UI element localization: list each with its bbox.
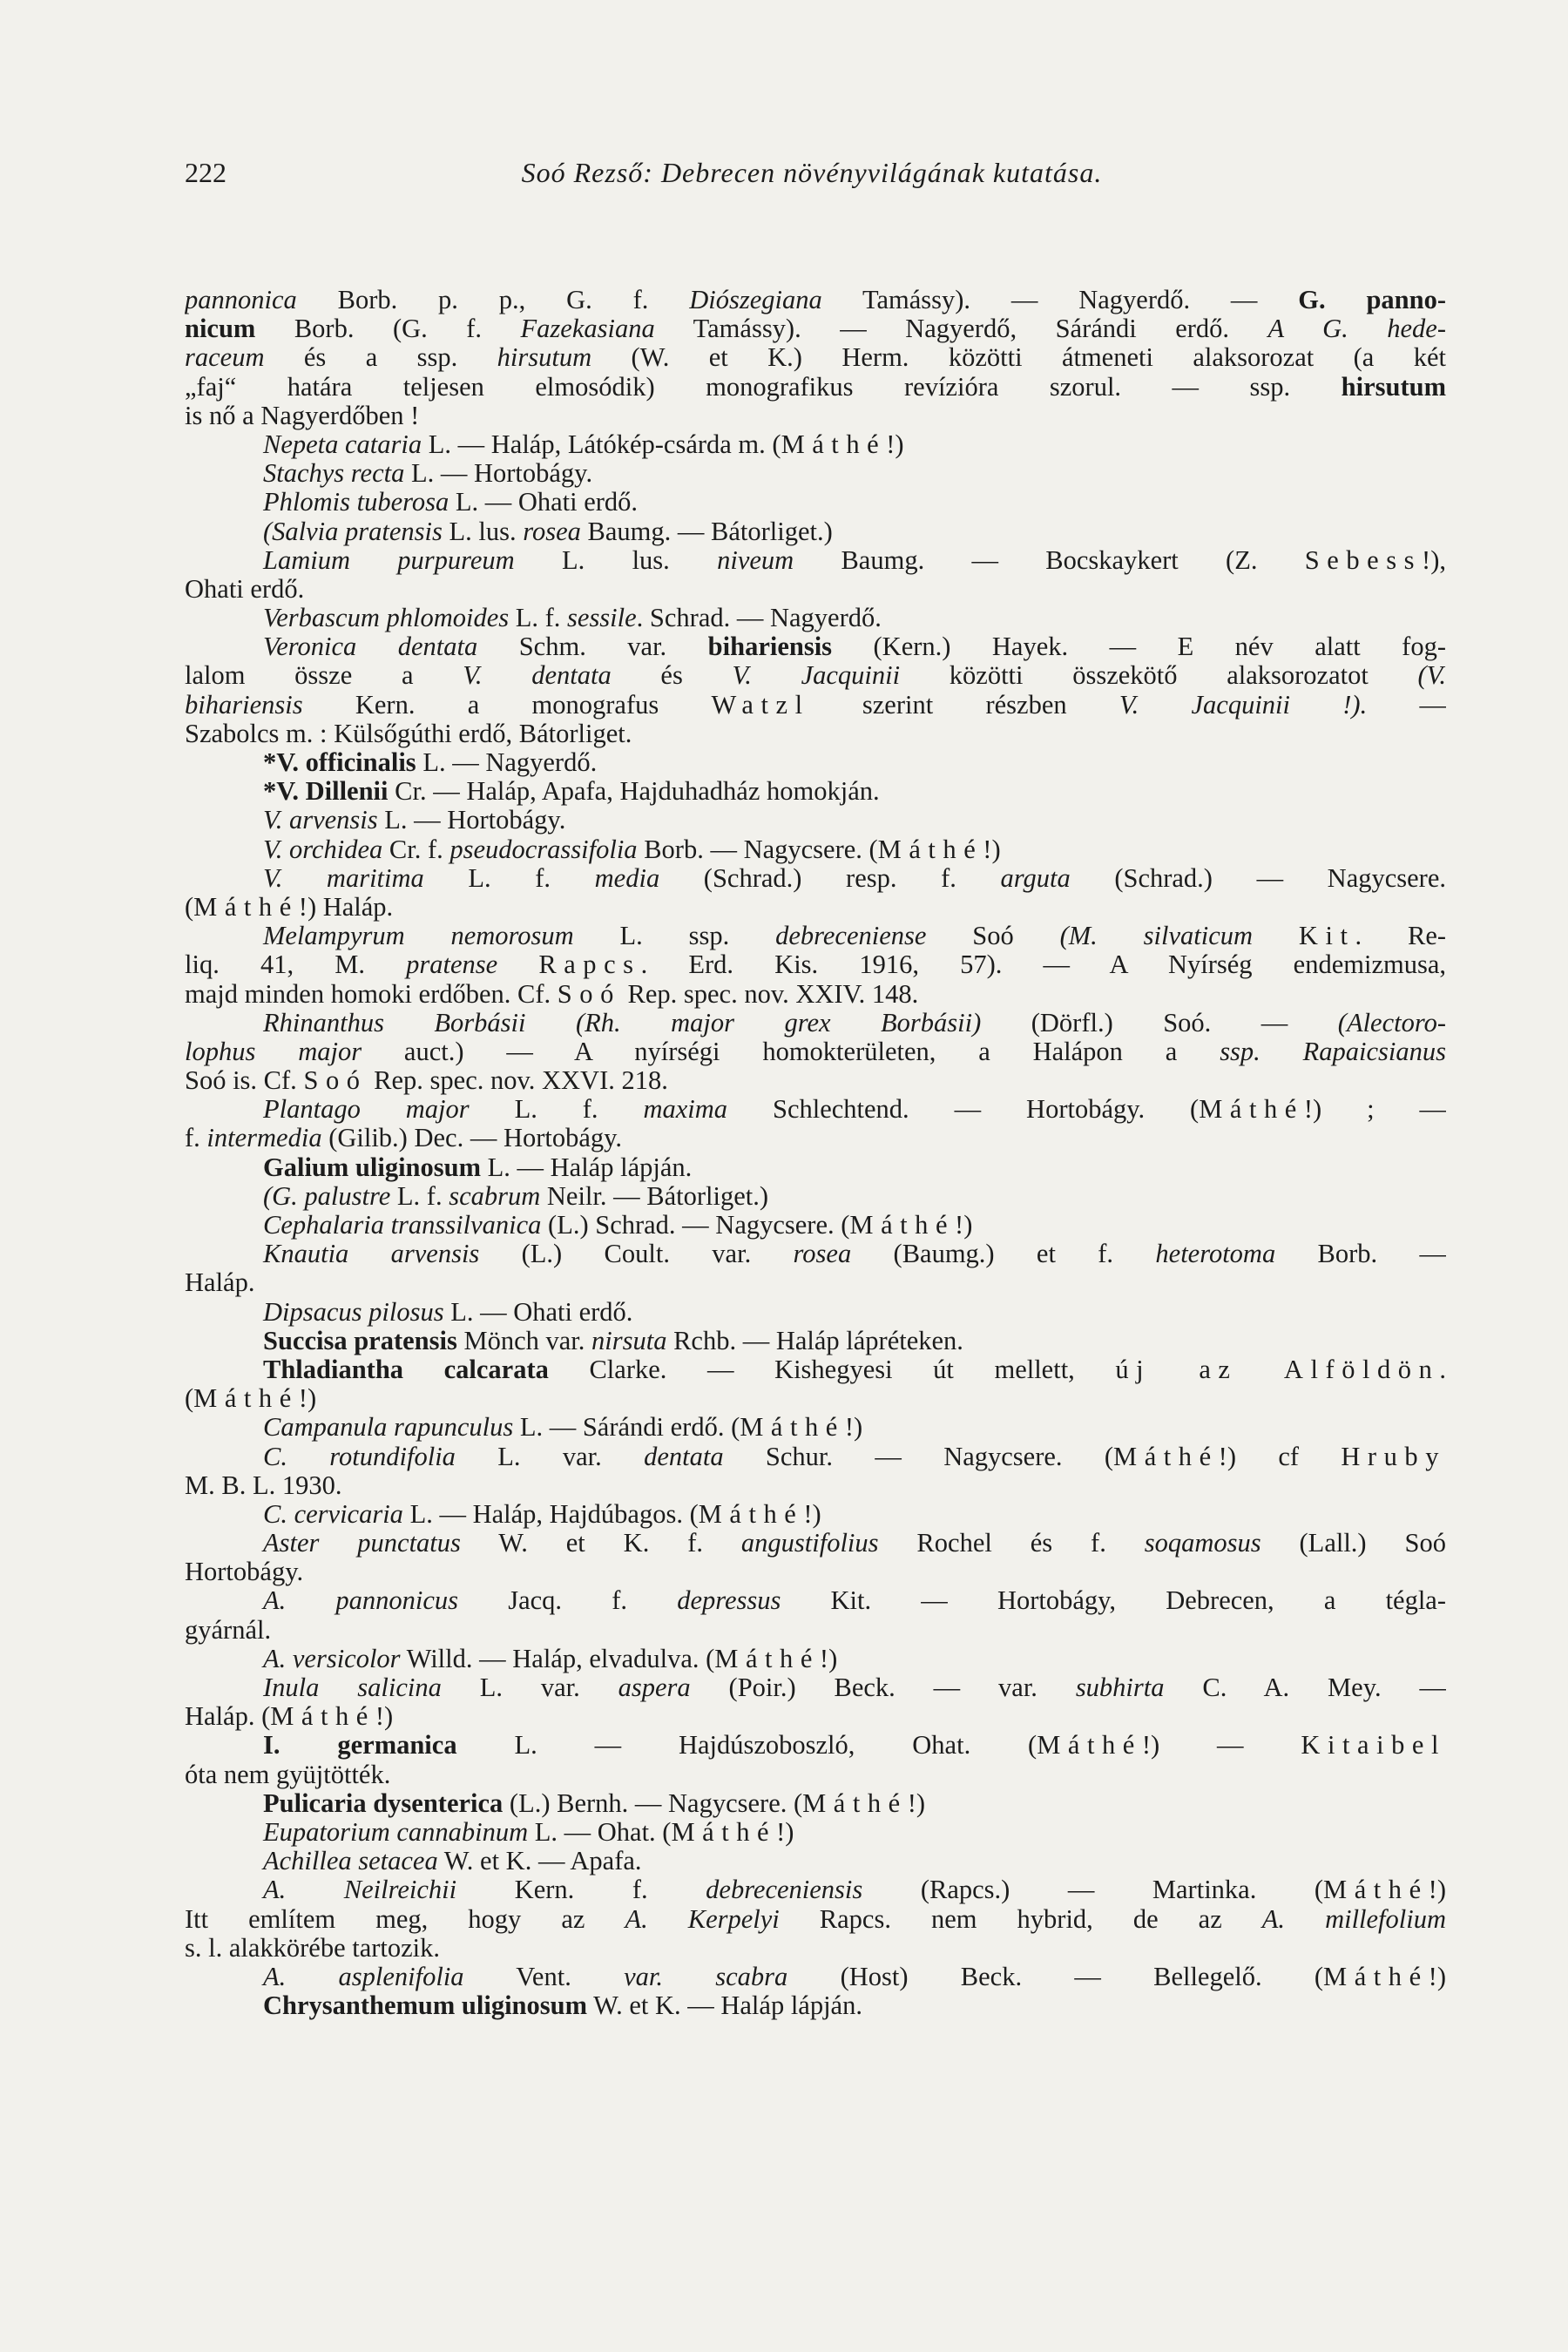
spaced-name-run: Máthé bbox=[1037, 1731, 1142, 1761]
text-line bbox=[185, 1645, 1446, 1673]
text-run: (Lall.) Soó bbox=[1260, 1529, 1446, 1558]
italic-run: V. Jacquinii !). bbox=[1119, 690, 1368, 720]
text-run: majd minden homoki erdőben. Cf. bbox=[185, 979, 558, 1009]
italic-run: rosea bbox=[793, 1240, 852, 1269]
text-line bbox=[185, 1240, 1446, 1268]
text-run: Haláp. ( bbox=[185, 1702, 271, 1732]
text-run: Tamássy). — Nagyerdő. — bbox=[821, 286, 1299, 314]
page-header bbox=[185, 157, 1439, 200]
spaced-name-run: Máthé bbox=[714, 1644, 820, 1673]
text-run: — bbox=[1367, 690, 1446, 720]
text-line bbox=[185, 1847, 1446, 1876]
italic-run: debreceniensis bbox=[706, 1876, 863, 1905]
text-run: Haláp. bbox=[185, 1268, 255, 1298]
text-run: !) bbox=[298, 1384, 317, 1414]
text-run: (Schrad.) resp. f. bbox=[659, 863, 1001, 893]
text-line bbox=[185, 1471, 1446, 1500]
text-run: W. et K. — Apafa. bbox=[437, 1847, 642, 1876]
text-line bbox=[185, 835, 1446, 864]
text-run: Itt említem meg, hogy az bbox=[185, 1904, 625, 1934]
text-run: L. — Ohat. ( bbox=[528, 1817, 672, 1847]
text-run: Kit. — Hortobágy, Debrecen, a tégla- bbox=[781, 1586, 1446, 1616]
text-run: !), bbox=[1422, 545, 1446, 575]
italic-run: Inula salicina bbox=[263, 1673, 442, 1702]
italic-run: Lamium purpureum bbox=[263, 545, 515, 575]
text-run bbox=[1253, 922, 1299, 950]
italic-run: V. arvensis bbox=[263, 806, 378, 835]
text-line bbox=[185, 1009, 1446, 1037]
bold-run: Thladiantha calcarata bbox=[263, 1355, 549, 1384]
spaced-name-run: Máthé bbox=[1323, 1962, 1429, 1991]
text-line bbox=[185, 1991, 1446, 2020]
italic-run: Stachys recta bbox=[263, 459, 405, 489]
text-line bbox=[185, 314, 1446, 343]
italic-run: Plantago major bbox=[263, 1095, 470, 1125]
text-line bbox=[185, 748, 1446, 777]
text-run: f. bbox=[185, 1124, 207, 1153]
italic-run: hirsutum bbox=[497, 343, 592, 373]
italic-run: aspera bbox=[618, 1673, 691, 1702]
text-run: Kern. f. bbox=[456, 1876, 706, 1905]
text-line bbox=[185, 922, 1446, 950]
italic-run: Campanula rapunculus bbox=[263, 1413, 514, 1443]
spaced-name-run: új az Alföldön bbox=[1115, 1355, 1440, 1384]
italic-run: Verbascum phlomoides bbox=[263, 604, 510, 633]
italic-run: arguta bbox=[1000, 863, 1071, 893]
page-number: 222 bbox=[185, 157, 226, 188]
text-run: L. ssp. bbox=[573, 922, 776, 951]
italic-run: Veronica dentata bbox=[263, 632, 478, 662]
italic-run: Diószegiana bbox=[689, 286, 822, 314]
text-run: !) bbox=[819, 1644, 838, 1673]
text-run: (L.) Schrad. — Nagycsere. ( bbox=[541, 1211, 850, 1240]
text-run: (Gilib.) Dec. — Hortobágy. bbox=[321, 1124, 623, 1153]
text-line bbox=[185, 1731, 1446, 1760]
italic-run: (M. silvaticum bbox=[1059, 922, 1254, 951]
spaced-name-run: Máthé bbox=[781, 429, 887, 459]
text-run: Ohati erdő. bbox=[185, 574, 305, 604]
italic-run: Phlomis tuberosa bbox=[263, 488, 449, 517]
bold-run: nicum bbox=[185, 314, 256, 344]
text-run: Kern. a monografus bbox=[302, 690, 712, 720]
italic-run: V. dentata bbox=[463, 661, 612, 691]
italic-run: A. versicolor bbox=[263, 1644, 401, 1673]
bold-run: bihariensis bbox=[707, 632, 833, 662]
text-run: L. — Haláp, Hajdúbagos. ( bbox=[402, 1499, 699, 1529]
text-run: Rep. spec. nov. XXVI. 218. bbox=[367, 1066, 668, 1096]
text-run: !) bbox=[375, 1702, 394, 1732]
text-line bbox=[185, 1586, 1446, 1615]
text-run: (Dörfl.) Soó. — bbox=[981, 1008, 1338, 1037]
text-run: L. var. bbox=[455, 1442, 645, 1471]
italic-run: intermedia bbox=[206, 1124, 322, 1153]
text-run: L. — Ohati erdő. bbox=[443, 1297, 633, 1327]
text-run: . bbox=[1439, 1355, 1446, 1384]
text-run: M. B. L. 1930. bbox=[185, 1470, 342, 1500]
text-run: !) cf bbox=[1218, 1442, 1342, 1471]
spaced-name-run: Máthé bbox=[193, 892, 299, 922]
text-line bbox=[185, 286, 1446, 314]
italic-run: angustifolius bbox=[740, 1529, 879, 1558]
italic-run: subhirta bbox=[1075, 1673, 1165, 1702]
text-run: (Poir.) Beck. — var. bbox=[690, 1673, 1076, 1702]
text-run: auct.) — A nyírségi homokterületen, a Halápon a bbox=[362, 1037, 1220, 1066]
text-line bbox=[185, 806, 1446, 835]
spaced-name-run: Soó bbox=[557, 979, 621, 1009]
text-run: Borb. (G. f. bbox=[255, 314, 521, 344]
text-run: !) bbox=[1428, 1962, 1446, 1991]
italic-run: soqamosus bbox=[1144, 1529, 1261, 1558]
text-line bbox=[185, 1789, 1446, 1818]
text-run: W. et K. — Haláp lápján. bbox=[587, 1991, 862, 2021]
text-run: és bbox=[611, 661, 733, 691]
text-run: L. f. bbox=[390, 1181, 449, 1211]
bold-run: *V. Dillenii bbox=[263, 777, 389, 807]
text-line bbox=[185, 1616, 1446, 1645]
italic-run: A. asplenifolia bbox=[263, 1962, 464, 1991]
italic-run: C. rotundifolia bbox=[263, 1442, 456, 1471]
spaced-name-run: Máthé bbox=[740, 1413, 845, 1443]
italic-run: Melampyrum nemorosum bbox=[263, 922, 574, 951]
text-run: C. A. Mey. — bbox=[1164, 1673, 1446, 1702]
text-run: (Kern.) Hayek. — E név alatt fog- bbox=[832, 632, 1446, 662]
italic-run: dentata bbox=[644, 1442, 724, 1471]
text-run: !) bbox=[803, 1499, 821, 1529]
spaced-name-run: Máthé bbox=[802, 1788, 908, 1818]
italic-run: A. pannonicus bbox=[263, 1586, 459, 1616]
italic-run: Rhinanthus Borbásii (Rh. major grex Borbásii) bbox=[263, 1008, 982, 1037]
text-run: s. l. alakkörébe tartozik. bbox=[185, 1933, 441, 1963]
italic-run: heterotoma bbox=[1155, 1240, 1276, 1269]
text-line bbox=[185, 1963, 1446, 1991]
running-title: Soó Rezső: Debrecen növényvilágának kutatása. bbox=[521, 157, 1103, 188]
text-run: szerint részben bbox=[809, 690, 1119, 720]
italic-run: Nepeta cataria bbox=[263, 429, 422, 459]
spaced-name-run: Kitaibel bbox=[1301, 1731, 1446, 1761]
text-line bbox=[185, 517, 1446, 546]
italic-run: (G. palustre bbox=[263, 1181, 391, 1211]
text-run: Vent. bbox=[463, 1962, 625, 1991]
text-line bbox=[185, 1384, 1446, 1413]
text-run: !) bbox=[983, 835, 1001, 864]
text-run: (L.) Coult. var. bbox=[479, 1240, 794, 1269]
italic-run: Achillea setacea bbox=[263, 1847, 438, 1876]
text-line bbox=[185, 373, 1446, 402]
text-run: Cr. f. bbox=[382, 835, 450, 864]
bold-run: Galium uliginosum bbox=[263, 1152, 482, 1182]
text-run: óta nem gyüjtötték. bbox=[185, 1760, 391, 1789]
text-run: (Rapcs.) — Martinka. ( bbox=[862, 1876, 1324, 1905]
text-line bbox=[185, 632, 1446, 661]
italic-run: V. maritima bbox=[263, 863, 424, 893]
text-line bbox=[185, 1500, 1446, 1529]
spaced-name-run: Hruby bbox=[1341, 1442, 1446, 1471]
text-run: Baumg. — Bátorliget.) bbox=[580, 517, 833, 546]
text-run: L. — Hajdúszoboszló, Ohat. ( bbox=[456, 1731, 1037, 1761]
italic-run: rosea bbox=[523, 517, 581, 546]
text-line bbox=[185, 1905, 1446, 1934]
text-line bbox=[185, 720, 1446, 748]
text-run: Neilr. — Bátorliget.) bbox=[540, 1181, 769, 1211]
italic-run: V. orchidea bbox=[263, 835, 383, 864]
text-line bbox=[185, 546, 1446, 575]
text-run: Soó bbox=[926, 922, 1060, 951]
italic-run: lophus major bbox=[185, 1037, 362, 1066]
text-run: Borb. — bbox=[1275, 1240, 1446, 1269]
italic-run: scabrum bbox=[449, 1181, 541, 1211]
spaced-name-run: Máthé bbox=[1199, 1095, 1304, 1125]
italic-run: sessile bbox=[567, 604, 637, 633]
text-line bbox=[185, 864, 1446, 893]
spaced-name-run: Máthé bbox=[877, 835, 983, 864]
spaced-name-run: Máthé bbox=[1113, 1442, 1219, 1471]
bold-run: Chrysanthemum uliginosum bbox=[263, 1991, 588, 2021]
text-line bbox=[185, 1702, 1446, 1731]
text-run: közötti összekötő alaksorozatot bbox=[900, 661, 1418, 691]
text-run: Hortobágy. bbox=[185, 1558, 304, 1587]
spaced-name-run: Watzl bbox=[711, 690, 810, 720]
text-run: !) bbox=[844, 1413, 863, 1443]
text-line bbox=[185, 459, 1446, 488]
text-run: és a ssp. bbox=[264, 343, 497, 373]
italic-run: depressus bbox=[677, 1586, 781, 1616]
text-line bbox=[185, 1182, 1446, 1211]
text-run: Szabolcs m. : Külsőgúthi erdő, Bátorliget. bbox=[185, 719, 632, 748]
italic-run: Aster punctatus bbox=[263, 1529, 461, 1558]
text-run: L. — Ohati erdő. bbox=[449, 488, 639, 517]
italic-run: C. cervicaria bbox=[263, 1499, 403, 1529]
italic-run: (Salvia pratensis bbox=[263, 517, 443, 546]
text-line bbox=[185, 1818, 1446, 1847]
bold-run: hirsutum bbox=[1341, 372, 1446, 402]
text-run: Cr. — Haláp, Apafa, Hajduhadház homokján. bbox=[388, 777, 880, 807]
text-line bbox=[185, 1355, 1446, 1384]
italic-run: niveum bbox=[717, 545, 794, 575]
text-line bbox=[185, 661, 1446, 690]
spaced-name-run: Máthé bbox=[849, 1211, 956, 1240]
italic-run: A. Kerpelyi bbox=[625, 1904, 780, 1934]
text-line bbox=[185, 430, 1446, 459]
body-text bbox=[185, 286, 1446, 2020]
text-line bbox=[185, 1037, 1446, 1066]
text-run: L. f. bbox=[469, 1095, 644, 1125]
text-run: (Schrad.) — Nagycsere. bbox=[1070, 863, 1446, 893]
text-run: (L.) Bernh. — Nagycsere. ( bbox=[503, 1788, 803, 1818]
text-run: Tamássy). — Nagyerdő, Sárándi erdő. bbox=[654, 314, 1268, 344]
italic-run: Cephalaria transsilvanica bbox=[263, 1211, 542, 1240]
text-line bbox=[185, 1673, 1446, 1702]
bold-run: Succisa pratensis bbox=[263, 1326, 457, 1355]
bold-run: Pulicaria dysenterica bbox=[263, 1788, 504, 1818]
text-run: (W. et K.) Herm. közötti átmeneti alaksorozat (a két bbox=[591, 343, 1446, 373]
text-run: Rep. spec. nov. XXIV. 148. bbox=[620, 979, 919, 1009]
text-run: L. f. bbox=[423, 863, 595, 893]
text-line bbox=[185, 1268, 1446, 1297]
spaced-name-run: Kit bbox=[1298, 922, 1355, 951]
spaced-name-run: Máthé bbox=[1323, 1876, 1429, 1905]
italic-run: A. millefolium bbox=[1261, 1904, 1446, 1934]
text-run: !) bbox=[955, 1211, 973, 1240]
spaced-name-run: Máthé bbox=[698, 1499, 804, 1529]
text-run: Rchb. — Haláp lápréteken. bbox=[666, 1326, 963, 1355]
bold-run: G. panno- bbox=[1298, 286, 1446, 314]
text-line bbox=[185, 1327, 1446, 1355]
italic-run: bihariensis bbox=[185, 690, 303, 720]
text-line bbox=[185, 980, 1446, 1009]
text-run: !) bbox=[1428, 1876, 1446, 1905]
text-run: . Erd. Kis. 1916, 57). — A Nyírség endemizmusa, bbox=[640, 950, 1446, 980]
italic-run: Eupatorium cannabinum bbox=[263, 1817, 529, 1847]
text-run: L. lus. bbox=[514, 545, 718, 575]
text-line bbox=[185, 1934, 1446, 1963]
text-run: L. var. bbox=[441, 1673, 618, 1702]
text-line bbox=[185, 1124, 1446, 1152]
text-run: W. et K. f. bbox=[460, 1529, 741, 1558]
text-run: gyárnál. bbox=[185, 1615, 272, 1645]
italic-run: A G. hede- bbox=[1267, 314, 1446, 344]
text-run: . Re- bbox=[1355, 922, 1446, 951]
text-run: !) ; — bbox=[1303, 1095, 1446, 1125]
italic-run: pratense bbox=[406, 950, 498, 980]
text-run: Soó is. Cf. bbox=[185, 1066, 304, 1096]
italic-run: ssp. Rapaicsianus bbox=[1220, 1037, 1446, 1066]
text-line bbox=[185, 1558, 1446, 1586]
text-run: ( bbox=[185, 1384, 194, 1414]
italic-run: pseudocrassifolia bbox=[449, 835, 638, 864]
text-line bbox=[185, 1066, 1446, 1095]
text-line bbox=[185, 691, 1446, 720]
text-run: L. — Sárándi erdő. ( bbox=[513, 1413, 740, 1443]
text-line bbox=[185, 604, 1446, 632]
text-line bbox=[185, 777, 1446, 806]
spaced-name-run: Sebess bbox=[1304, 545, 1423, 575]
text-run: L. — Haláp, Látókép-csárda m. ( bbox=[422, 429, 781, 459]
text-run: Rapcs. nem hybrid, de az bbox=[779, 1904, 1262, 1934]
bold-run: *V. officinalis bbox=[263, 748, 416, 777]
text-run: !) Haláp. bbox=[298, 892, 394, 922]
italic-run: Knautia arvensis bbox=[263, 1240, 480, 1269]
bold-run: I. germanica bbox=[263, 1731, 457, 1761]
text-run: . Schrad. — Nagyerdő. bbox=[636, 604, 882, 633]
text-line bbox=[185, 950, 1446, 979]
text-line bbox=[185, 343, 1446, 372]
text-run: L. — Hortobágy. bbox=[404, 459, 593, 489]
text-run: Schlechtend. — Hortobágy. ( bbox=[727, 1095, 1200, 1125]
spaced-name-run: Rapcs bbox=[538, 950, 641, 980]
text-run: lalom össze a bbox=[185, 661, 463, 691]
text-line bbox=[185, 1153, 1446, 1182]
text-run: (Baumg.) et f. bbox=[851, 1240, 1156, 1269]
text-line bbox=[185, 402, 1446, 430]
text-line bbox=[185, 488, 1446, 517]
text-run: L. — Hortobágy. bbox=[377, 806, 566, 835]
spaced-name-run: Máthé bbox=[193, 1384, 299, 1414]
text-run: !) bbox=[776, 1817, 794, 1847]
italic-run: Dipsacus pilosus bbox=[263, 1297, 444, 1327]
italic-run: (V. bbox=[1417, 661, 1446, 691]
text-line bbox=[185, 1211, 1446, 1240]
text-line bbox=[185, 1761, 1446, 1789]
text-run: ( bbox=[185, 892, 194, 922]
text-run: Baumg. — Bocskaykert (Z. bbox=[794, 545, 1305, 575]
text-run: is nő a Nagyerdőben ! bbox=[185, 401, 420, 430]
spaced-name-run: Máthé bbox=[270, 1702, 375, 1732]
italic-run: Fazekasiana bbox=[520, 314, 655, 344]
text-line bbox=[185, 1876, 1446, 1904]
text-line bbox=[185, 1095, 1446, 1124]
text-line bbox=[185, 1413, 1446, 1442]
text-run: „faj“ határa teljesen elmosódik) monografikus revízióra szorul. — ssp. bbox=[185, 372, 1342, 402]
text-line bbox=[185, 893, 1446, 922]
text-run: !) — bbox=[1141, 1731, 1301, 1761]
text-run: Willd. — Haláp, elvadulva. ( bbox=[400, 1644, 715, 1673]
text-run: L. — Haláp lápján. bbox=[481, 1152, 693, 1182]
text-run: Borb. p. p., G. f. bbox=[296, 286, 690, 314]
italic-run: media bbox=[594, 863, 660, 893]
text-run: Borb. — Nagycsere. ( bbox=[637, 835, 878, 864]
text-run: (Host) Beck. — Bellegelő. ( bbox=[787, 1962, 1324, 1991]
italic-run: raceum bbox=[185, 343, 265, 373]
text-run: !) bbox=[886, 429, 904, 459]
text-run: !) bbox=[907, 1788, 926, 1818]
text-run: L. lus. bbox=[442, 517, 524, 546]
text-line bbox=[185, 575, 1446, 604]
italic-run: debreceniense bbox=[775, 922, 927, 951]
italic-run: V. Jacquinii bbox=[732, 661, 901, 691]
italic-run: var. scabra bbox=[624, 1962, 788, 1991]
text-line bbox=[185, 1529, 1446, 1558]
text-line bbox=[185, 1298, 1446, 1327]
spaced-name-run: Soó bbox=[303, 1066, 368, 1096]
text-run: Mönch var. bbox=[456, 1326, 592, 1355]
italic-run: maxima bbox=[643, 1095, 728, 1125]
italic-run: A. Neilreichii bbox=[263, 1876, 457, 1905]
text-run: Schur. — Nagycsere. ( bbox=[723, 1442, 1114, 1471]
italic-run: (Alectoro- bbox=[1337, 1008, 1446, 1037]
text-run: Clarke. — Kishegyesi út mellett, bbox=[548, 1355, 1116, 1384]
text-run: L. — Nagyerdő. bbox=[416, 748, 598, 777]
text-run: liq. 41, M. bbox=[185, 950, 407, 980]
text-run: Rochel és f. bbox=[878, 1529, 1145, 1558]
spaced-name-run: Máthé bbox=[671, 1817, 777, 1847]
text-run bbox=[497, 950, 538, 979]
text-run: L. f. bbox=[509, 604, 568, 633]
italic-run: nirsuta bbox=[591, 1326, 667, 1355]
text-run: Schm. var. bbox=[477, 632, 708, 662]
text-run: Jacq. f. bbox=[458, 1586, 678, 1616]
italic-run: pannonica bbox=[185, 286, 297, 314]
text-line bbox=[185, 1443, 1446, 1471]
